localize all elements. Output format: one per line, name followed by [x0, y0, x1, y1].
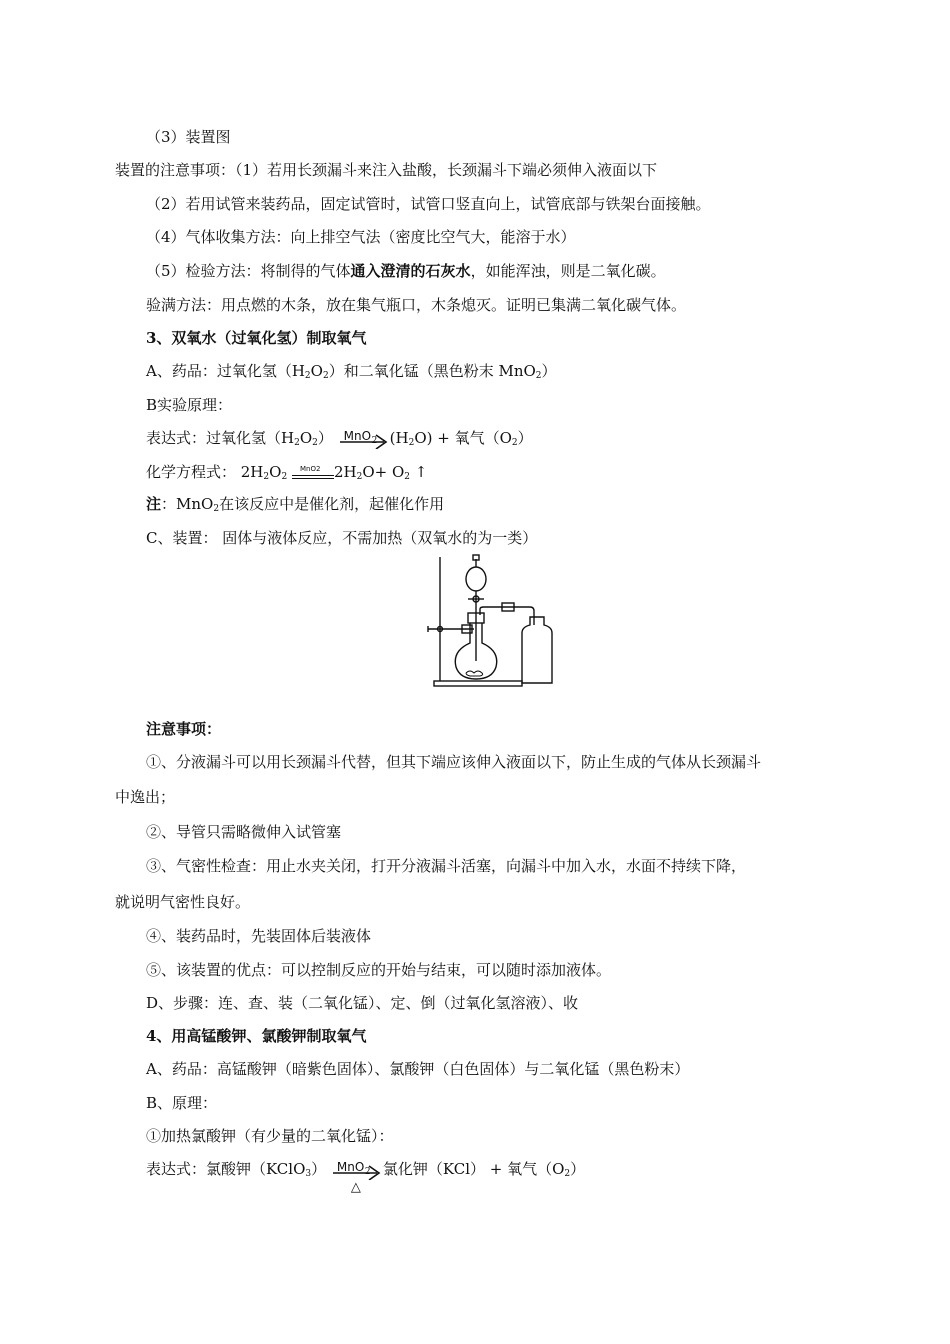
- section-heading: 3、双氧水（过氧化氢）制取氧气: [146, 329, 367, 347]
- text-line: 注：MnO$_2$在该反应中是催化剂，起催化作用: [146, 495, 445, 514]
- expression-line: 表达式：过氧化氢$(H_2O_2)$ MnO 2 $(H_2O)$ + 氧气$(O_2)$: [146, 429, 533, 448]
- delivery-tube: [480, 607, 534, 625]
- stand-base: [434, 681, 522, 686]
- arrow-icon: [338, 429, 390, 449]
- text-line: ⑤、该装置的优点：可以控制反应的开始与结束，可以随时添加液体。: [146, 961, 612, 979]
- text-line: C、装置： 固体与液体反应，不需加热（双氧水的为一类）: [146, 529, 538, 547]
- reaction-arrow: MnO 2 △: [331, 1160, 383, 1180]
- text-line: 就说明气密性良好。: [115, 893, 251, 911]
- text-line: B、原理：: [146, 1094, 218, 1112]
- text-line: B实验原理：: [146, 396, 233, 414]
- section-heading: 4、用高锰酸钾、氯酸钾制取氧气: [146, 1027, 367, 1045]
- text-line: （5）检验方法：将制得的气体通入澄清的石灰水，如能浑浊，则是二氧化碳。: [146, 262, 666, 280]
- gas-collecting-bottle: [522, 617, 552, 683]
- text-line: A、药品：高锰酸钾（暗紫色固体）、氯酸钾（白色固体）与二氧化锰（黑色粉末）: [146, 1060, 690, 1078]
- text-line: （2）若用试管来装药品，固定试管时，试管口竖直向上，试管底部与铁架台面接触。: [146, 195, 711, 213]
- text-line: （4）气体收集方法：向上排空气法（密度比空气大，能溶于水）: [146, 228, 576, 246]
- separatory-funnel: [466, 567, 486, 591]
- text-line: ①加热氯酸钾（有少量的二氧化锰）：: [146, 1127, 394, 1145]
- heat-symbol: △: [350, 1180, 361, 1195]
- reaction-arrow: MnO 2: [338, 429, 390, 449]
- text-line: （3）装置图: [146, 128, 231, 146]
- arrow-icon: [331, 1160, 383, 1180]
- equals-bar: MnO2: [292, 463, 334, 483]
- section-heading: 注意事项：: [146, 720, 222, 738]
- text-line: ②、导管只需略微伸入试管塞: [146, 823, 342, 841]
- expression-line: 表达式：氯酸钾（KClO$_3$） MnO 2 △ 氯化钾（KCl） + 氧气$(O_2)$: [146, 1159, 585, 1184]
- text-line: ④、装药品时，先装固体后装液体: [146, 927, 372, 945]
- apparatus-diagram: [424, 553, 564, 689]
- equation-line: 化学方程式： $2H_2O_2$ MnO2 $2H_2O+ O_2$ ↑: [146, 463, 428, 482]
- text-line: 装置的注意事项：（1）若用长颈漏斗来注入盐酸，长颈漏斗下端必须伸入液面以下: [115, 161, 658, 179]
- text-line: D、步骤：连、查、装（二氧化锰）、定、倒（过氧化氢溶液）、收: [146, 994, 579, 1012]
- text-line: 验满方法：用点燃的木条，放在集气瓶口，木条熄灭。证明已集满二氧化碳气体。: [146, 296, 687, 314]
- text-line: ③、气密性检查：用止水夹关闭，打开分液漏斗活塞，向漏斗中加入水，水面不持续下降，: [146, 857, 747, 875]
- text-line: ①、分液漏斗可以用长颈漏斗代替，但其下端应该伸入液面以下，防止生成的气体从长颈漏斗: [146, 753, 762, 771]
- text-line: A、药品：过氧化氢$(H_2O_2)$和二氧化锰（黑色粉末 MnO$_2$）: [146, 362, 557, 381]
- text-line: 中逸出；: [115, 788, 176, 806]
